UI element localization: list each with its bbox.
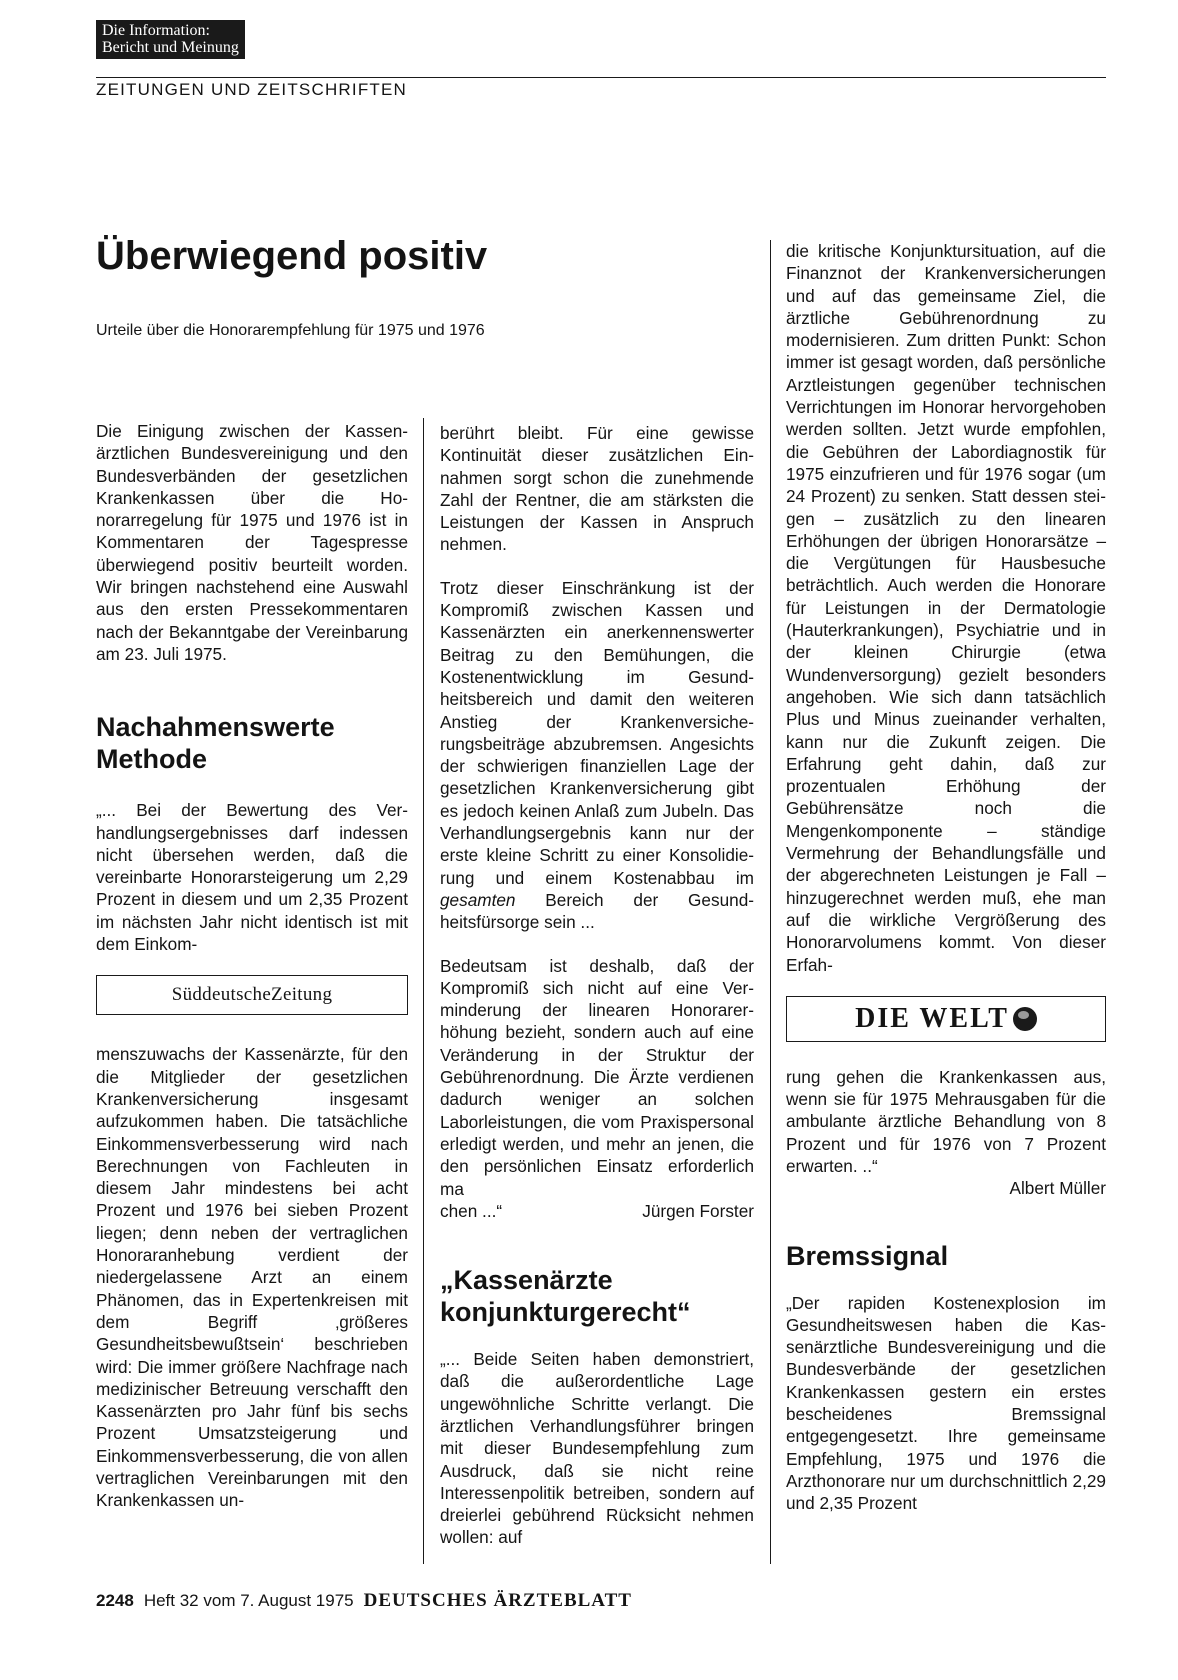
section-3-paragraph-1: „Der rapiden Kostenexplosion im Gesundheitswesen haben die Kassenärztliche Bundesvereinigung und die Bundesverbände der gesetzlichen Krankenkassen gestern ein erstes bescheidenes Bremssignal entgegengesetzt. Ihre gemeinsame Empfehlung, 1975 und 1976 die Arzthonorare nur um durchschnittlich 2,29 und 2,35 Prozent [786, 1292, 1106, 1514]
section-1-paragraph-5-end: chen ...“ [440, 1200, 503, 1221]
section-1-author: Jürgen Forster [642, 1200, 754, 1221]
issue-info: Heft 32 vom 7. August 1975 [143, 1591, 354, 1610]
article-title: Überwiegend positiv [96, 234, 488, 278]
section-heading-nachahmenswerte: Nachahmenswerte Methode [96, 712, 335, 775]
section-1-paragraph-4-italic: gesamten [440, 889, 516, 910]
rubric: ZEITUNGEN UND ZEITSCHRIFTEN [96, 80, 408, 99]
section-1-paragraph-3: berührt bleibt. Für eine gewisse Kontinuität dieser zusätzlichen Einnahmen sorgt schon die zunehmende Zahl der Rentner, die am stärksten die Leistungen der Kassen in Anspruch nehmen. [440, 423, 754, 555]
section-1-paragraph-1: „... Bei der Bewertung des Verhandlungsergebnisses darf indessen nicht übersehen werden, daß die vereinbarte Honorarsteigerung um 2,29 Prozent in diesem und um 2,35 Prozent im nächsten Jahr nicht identisch ist mit dem Einkom- [96, 800, 408, 955]
column-rule-1 [423, 418, 424, 1564]
section-1-paragraph-4-text-a: Trotz dieser Einschränkung ist der Kompromiß zwischen Kassen und Kassenärzten ein anerkennenswerter Beitrag zu den Bemühungen, die Kostenentwicklung im Gesundheitsbereich und damit den weiteren Anstieg der Krankenversicherungsbeiträge abzubremsen. Angesichts der schwierigen finanziellen Lage der gesetzlichen Krankenversicherung gibt es jedoch keinen Anlaß zum Jubeln. Das Verhandlungsergebnis kann nur der erste kleine Schritt zu einer Konsolidierung und einem Kostenabbau im [440, 577, 754, 888]
article-subtitle: Urteile über die Honorarempfehlung für 1975 und 1976 [96, 322, 485, 339]
intro-paragraph: Die Einigung zwischen der Kassenärztlichen Bundesvereinigung und den Bundesverbänden der gesetzlichen Krankenkassen über die Honorarregelung für 1975 und 1976 ist in Kommentaren der Tagespresse überwiegend positiv beurteilt worden. Wir bringen nachstehend eine Auswahl aus den ersten Pressekommentaren nach der Bekanntgabe der Vereinbarung am 23. Juli 1975. [96, 421, 408, 664]
globe-icon [1013, 1007, 1037, 1031]
section-1-closing-line [440, 1200, 754, 1222]
section-heading-bremssignal: Bremssignal [786, 1240, 949, 1271]
section-2-paragraph-1: „... Beide Seiten haben demonstriert, daß die außerordentliche Lage ungewöhnliche Schritte verlangt. Die ärztlichen Verhandlungsführer bringen mit dieser Bundesempfehlung zum Ausdruck, daß sie nicht reine Interessenpolitik betreiben, sondern auf dreierlei gebührend Rücksicht nehmen wollen: auf [440, 1349, 754, 1548]
section-label-line-2: Bericht und Meinung [102, 39, 239, 56]
die-welt-logo [786, 996, 1106, 1042]
section-1-paragraph-4 [440, 577, 754, 934]
column-1 [96, 420, 408, 1512]
sueddeutsche-zeitung-logo [96, 975, 408, 1015]
magazine-name: DEUTSCHES ÄRZTEBLATT [363, 1590, 632, 1611]
die-welt-wordmark-text: DIE WELT [855, 1002, 1009, 1034]
page-footer [96, 1590, 632, 1612]
section-2-paragraph-2: die kritische Konjunktursituation, auf die Finanznot der Krankenversicherungen und auf das gemeinsame Ziel, die ärztliche Gebührenordnung zu modernisieren. Zum dritten Punkt: Schon immer ist gesagt worden, daß persönliche Arztleistungen gegenüber technischen Verrichtungen im Honorar hervorgehoben werden sollten. Jetzt wurde empfohlen, die Gebühren der Labordiagnostik für 1975 einzufrieren und für 1976 sogar (um 24 Prozent) zu senken. Statt dessen steigen – zusätzlich zu den linearen Erhöhungen der übrigen Honorarsätze – die Vergütungen für Hausbesuche beträchtlich. Auch werden die Honorare für Leistungen in der Dermatologie (Hauterkrankungen), Psychiatrie und in der kleinen Chirurgie (etwa Wundenversorgung) gezielt besonders angehoben. Wie sich dann tatsächlich Plus und Minus zueinander verhalten, kann nur die Zukunft zeigen. Die Erfahrung geht dahin, daß zur prozentualen Erhöhung der Gebührensätze noch die Mengenkomponente – ständige Vermehrung der Behandlungsfälle und der abgerechneten Leistungen je Fall – hinzugerechnet werden muß, ehe man auf die wirkliche Vergrößerung des Honorarvolumens kommt. Von dieser Erfah- [786, 241, 1106, 975]
section-label [96, 20, 245, 59]
section-1-paragraph-4-text-b: Bereich der Gesundheitsfürsorge sein ... [440, 889, 754, 933]
section-2-author: Albert Müller [1009, 1178, 1106, 1199]
die-welt-wordmark [855, 1002, 1037, 1034]
section-1-paragraph-2: menszuwachs der Kassenärzte, für den die Mitglieder der gesetzlichen Krankenversicherung insgesamt aufzukommen haben. Die tatsächliche Einkommensverbesserung wird nach Berechnungen von Fachleuten in diesem Jahr mindestens bei acht Prozent und 1976 bei sieben Prozent liegen; denn neben der vertraglichen Honoraranhebung verdient der niedergelassene Arzt an einem Phänomen, das in Expertenkreisen mit dem Begriff ‚größeres Gesundheitsbewußtsein‘ beschrieben wird: Die immer größere Nachfrage nach medizinischer Betreuung verschafft den Kassenärzten pro Jahr fünf bis sechs Prozent Umsatzsteigerung und Einkommensverbesserung, die von allen vertraglichen Vereinbarungen mit den Krankenkassen un- [96, 1044, 408, 1511]
column-rule-2 [770, 240, 771, 1564]
sueddeutsche-zeitung-wordmark: SüddeutscheZeitung [171, 984, 333, 1006]
section-2-paragraph-3: rung gehen die Krankenkassen aus, wenn sie für 1975 Mehrausgaben für die ambulante ärztliche Behandlung von 8 Prozent und für 1976 von 7 Prozent erwarten. ..“ [786, 1066, 1106, 1176]
column-3 [786, 240, 1106, 1515]
header-rule [96, 77, 1106, 78]
column-2 [440, 422, 754, 1549]
page-number: 2248 [96, 1591, 134, 1610]
section-label-line-1: Die Information: [102, 22, 210, 39]
section-heading-kassenaerzte: „Kassenärzte konjunkturgerecht“ [440, 1265, 691, 1328]
section-1-paragraph-5: Bedeutsam ist deshalb, daß der Kompromiß sich nicht auf eine Verminderung der linearen Honorarerhöhung bezieht, sondern auch auf eine Veränderung in der Struktur der Gebührenordnung. Die Ärzte verdienen dadurch weniger an solchen Laborleistungen, die vom Praxispersonal erledigt werden, und mehr an jenen, die den persönlichen Einsatz erforderlich ma [440, 955, 754, 1199]
